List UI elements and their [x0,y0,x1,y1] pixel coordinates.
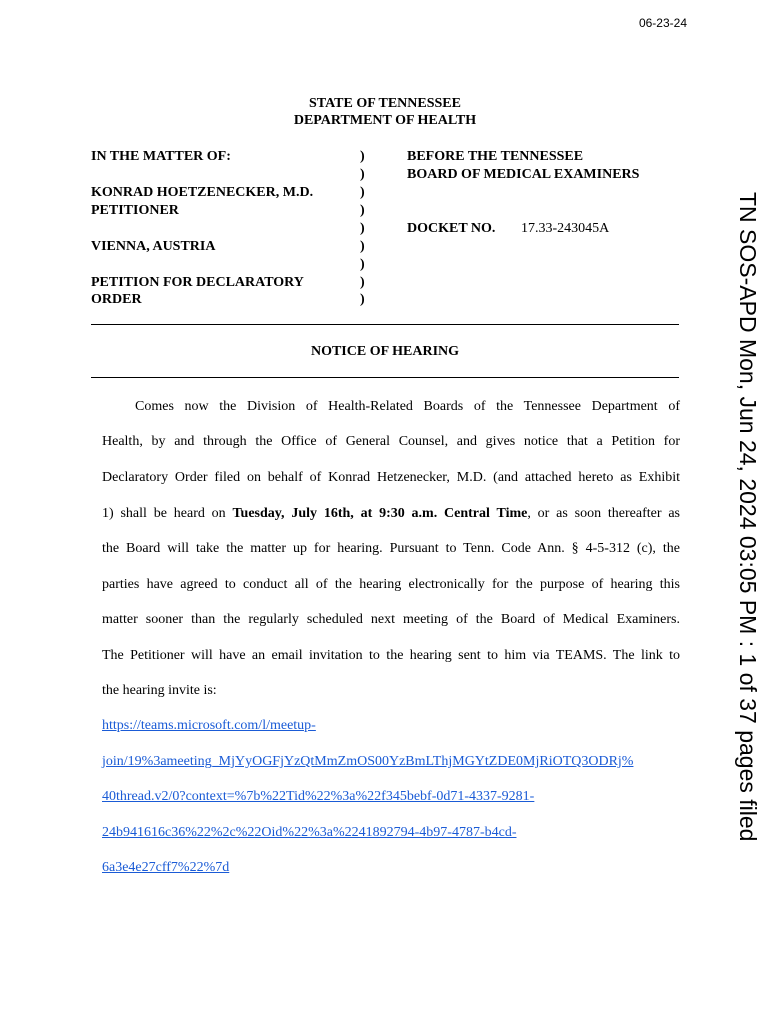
caption-petition-line2: ORDER [91,292,142,307]
caption-petitioner-role: PETITIONER [91,203,179,218]
body-line: Declaratory Order filed on behalf of Konrad Hetzenecker, M.D. (and attached hereto as Exhibit [102,470,680,485]
header-date: 06-23-24 [638,16,687,30]
caption-paren: ) [360,292,365,307]
caption-paren: ) [360,257,365,272]
body-line: matter sooner than the regularly scheduled next meeting of the Board of Medical Examiners. [102,612,680,627]
caption-paren: ) [360,185,365,200]
teams-link[interactable]: 40thread.v2/0?context=%7b%22Tid%22%3a%22f345bebf-0d71-4337-9281- [102,789,535,804]
body-line: the Board will take the matter up for hearing. Pursuant to Tenn. Code Ann. § 4-5-312 (c), the [102,541,680,556]
body-line: Comes now the Division of Health-Related Boards of the Tennessee Department of [135,399,680,414]
body-line: the hearing invite is: [102,683,217,698]
caption-board-line1: BEFORE THE TENNESSEE [407,149,584,164]
caption-location: VIENNA, AUSTRIA [91,239,216,254]
teams-link[interactable]: https://teams.microsoft.com/l/meetup- [102,718,316,733]
divider [91,377,679,378]
teams-link[interactable]: 24b941616c36%22%2c%22Oid%22%3a%2241892794-4b97-4787-b4cd- [102,825,517,840]
teams-link[interactable]: 6a3e4e27cff7%22%7d [102,860,230,875]
caption-paren: ) [360,167,365,182]
body-line: The Petitioner will have an email invitation to the hearing sent to him via TEAMS. The link to [102,648,680,663]
notice-title: NOTICE OF HEARING [310,344,460,359]
body-line: Health, by and through the Office of General Counsel, and gives notice that a Petition for [102,434,680,449]
filing-stamp: TN SOS-APD Mon, Jun 24, 2024 03:05 PM : 1 of 37 pages filed [735,192,761,842]
divider [91,324,679,325]
caption-paren: ) [360,239,365,254]
caption-docket-label: DOCKET NO. [407,221,496,236]
body-line: 1) shall be heard on Tuesday, July 16th, at 9:30 a.m. Central Time, or as soon thereafter as [102,506,680,521]
caption-paren: ) [360,149,365,164]
caption-docket-number: 17.33-243045A [521,221,610,236]
heading-department: DEPARTMENT OF HEALTH [293,113,477,128]
caption-in-matter: IN THE MATTER OF: [91,149,231,164]
teams-link[interactable]: join/19%3ameeting_MjYyOGFjYzQtMmZmOS00YzBmLThjMGYtZDE0MjRiOTQ3ODRj% [102,754,634,769]
caption-petition-line1: PETITION FOR DECLARATORY [91,275,304,290]
caption-petitioner-name: KONRAD HOETZENECKER, M.D. [91,185,314,200]
heading-state: STATE OF TENNESSEE [309,96,461,111]
caption-paren: ) [360,203,365,218]
caption-paren: ) [360,275,365,290]
caption-paren: ) [360,221,365,236]
body-line: parties have agreed to conduct all of the hearing electronically for the purpose of hearing this [102,577,680,592]
caption-board-line2: BOARD OF MEDICAL EXAMINERS [407,167,640,182]
